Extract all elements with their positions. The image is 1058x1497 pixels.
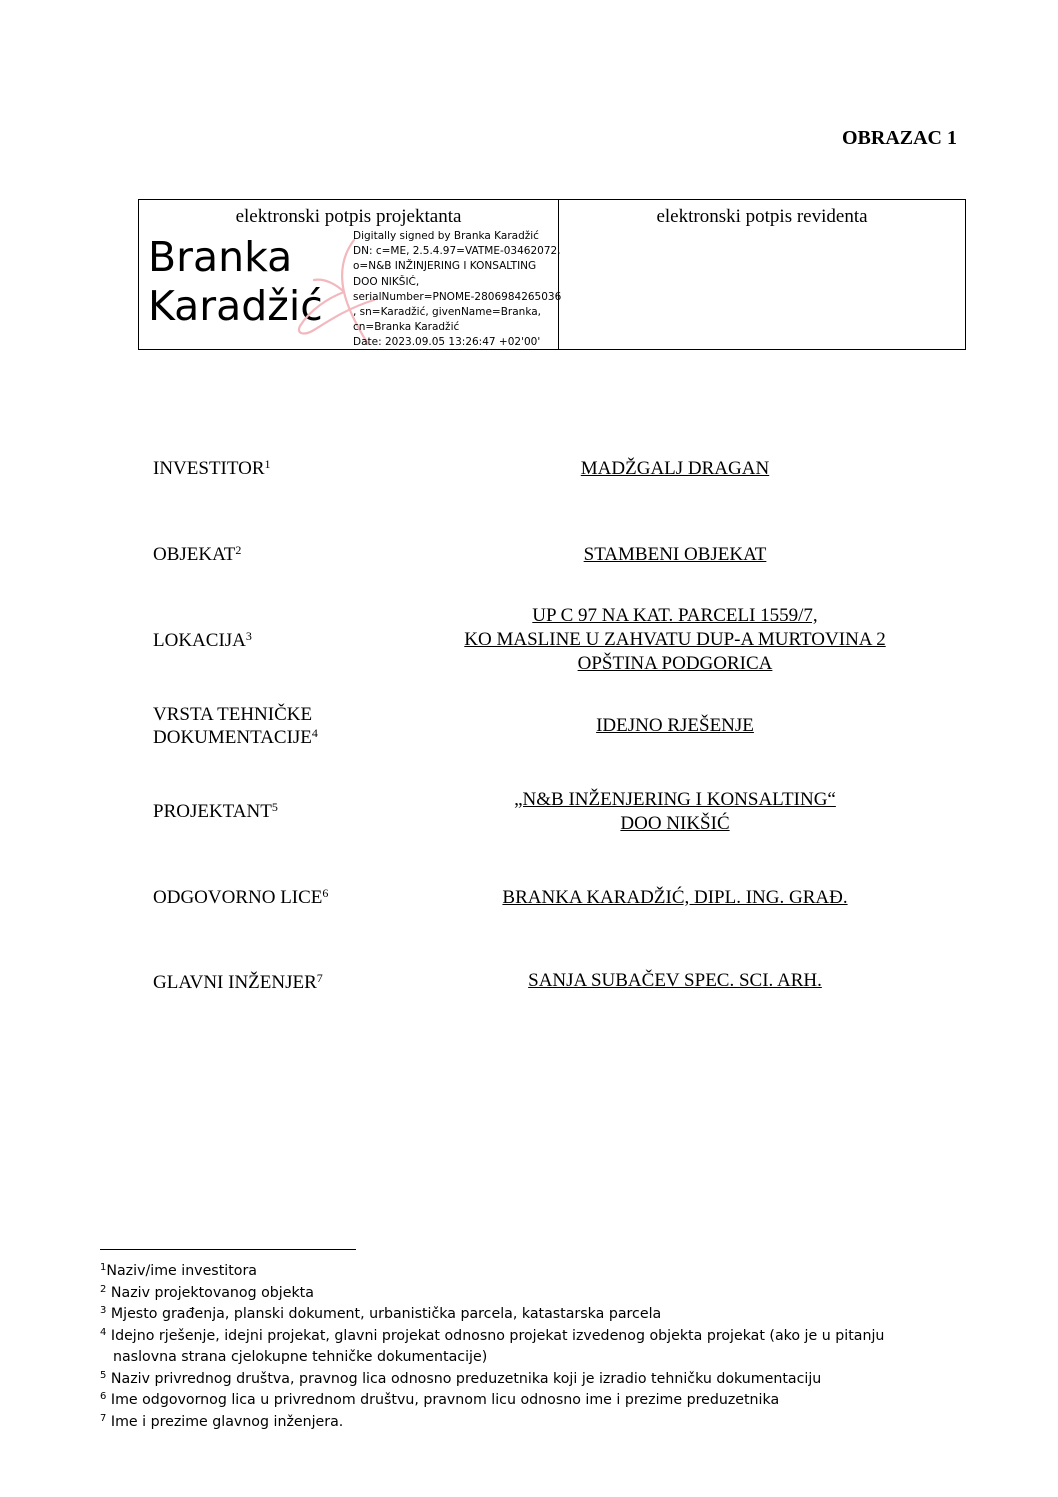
footnote-number: 5 [100, 1369, 107, 1381]
signature-detail-line: cn=Branka Karadžić [353, 321, 460, 334]
footnote-ref: 6 [322, 886, 329, 900]
footnote-text: Naziv projektovanog objekta [106, 1284, 314, 1301]
footnote-continuation: naslovna strana cjelokupne tehničke dokumentacije) [113, 1349, 488, 1365]
field-label-investitor [153, 457, 271, 480]
footnote-item [100, 1326, 960, 1348]
footnotes [100, 1261, 960, 1433]
footnote-ref: 4 [311, 726, 318, 740]
signature-detail-line: Date: 2023.09.05 13:26:47 +02'00' [353, 336, 541, 349]
footnote-text: Naziv privrednog društva, pravnog lica odnosno preduzetnika koji je izradio tehničku dokumentaciju [106, 1370, 822, 1387]
footnote-item [100, 1369, 960, 1391]
signature-detail-line: serialNumber=PNOME-2806984265036 [353, 290, 562, 303]
footnote-item [100, 1283, 960, 1305]
field-label-text: PROJEKTANT [153, 801, 272, 822]
field-value-glavni-inzenjer [400, 969, 950, 993]
field-value-line: SANJA SUBAČEV SPEC. SCI. ARH. [528, 970, 822, 991]
field-label-odgovorno-lice [153, 886, 328, 909]
footnote-text: Mjesto građenja, planski dokument, urbanistička parcela, katastarska parcela [106, 1306, 662, 1322]
field-label-vrsta-dokumentacije [153, 703, 318, 749]
field-label-text: ODGOVORNO LICE [153, 887, 323, 908]
footnote-item [100, 1390, 960, 1412]
signature-table [138, 199, 966, 350]
field-value-vrsta-dokumentacije [400, 714, 950, 738]
footnote-ref: 7 [316, 971, 323, 985]
designer-signature-heading: elektronski potpis projektanta [235, 206, 462, 227]
signature-detail-line: , sn=Karadžić, givenName=Branka, [353, 306, 541, 319]
footnote-text: Ime odgovornog lica u privrednom društvu, pravnom licu odnosno ime i prezime preduzetnika [106, 1392, 780, 1408]
field-value-line: IDEJNO RJEŠENJE [596, 715, 754, 736]
footnote-ref: 5 [271, 800, 278, 814]
field-value-line: KO MASLINE U ZAHVATU DUP-A MURTOVINA 2 [464, 629, 886, 650]
footnote-item [100, 1412, 960, 1434]
footnote-text: Naziv/ime investitora [106, 1263, 257, 1279]
field-label-text: DOKUMENTACIJE [153, 727, 312, 748]
field-value-line: UP C 97 NA KAT. PARCELI 1559/7, [532, 605, 818, 626]
signature-detail-line: o=N&B INŽINJERING I KONSALTING [353, 260, 537, 273]
field-label-text: OBJEKAT [153, 544, 236, 565]
field-label-glavni-inzenjer [153, 971, 323, 994]
footnote-text: Idejno rješenje, idejni projekat, glavni projekat odnosno projekat izvedenog objekta projekat (ako je u pitanju [106, 1327, 885, 1344]
form-label: OBRAZAC 1 [841, 127, 957, 149]
footnote-number: 1 [100, 1262, 107, 1273]
field-label-text: GLAVNI INŽENJER [153, 972, 317, 993]
field-label-text: INVESTITOR [153, 458, 265, 479]
reviewer-signature-heading: elektronski potpis revidenta [656, 206, 868, 227]
field-value-lokacija [400, 604, 950, 676]
signer-first-name: Branka [148, 233, 293, 281]
footnote-ref: 1 [264, 457, 271, 471]
field-label-lokacija [153, 629, 252, 652]
field-value-objekat [400, 543, 950, 567]
footnote-number: 2 [100, 1283, 107, 1295]
field-value-line: BRANKA KARADŽIĆ, DIPL. ING. GRAĐ. [502, 887, 848, 908]
signature-detail-line: DOO NIKŠIĆ, [353, 275, 420, 288]
footnote-number: 3 [100, 1305, 107, 1316]
field-value-projektant [400, 788, 950, 836]
field-label-text: LOKACIJA [153, 630, 246, 651]
footnote-number: 4 [100, 1326, 107, 1338]
signer-last-name: Karadžić [148, 282, 323, 330]
field-value-line: OPŠTINA PODGORICA [577, 653, 773, 674]
signature-details [353, 229, 562, 351]
designer-signature-cell [139, 200, 562, 349]
field-value-line: MADŽGALJ DRAGAN [580, 458, 770, 479]
field-label-projektant [153, 800, 278, 823]
field-value-line: STAMBENI OBJEKAT [583, 544, 767, 565]
footnote-item [100, 1304, 960, 1326]
footnote-text: Ime i prezime glavnog inženjera. [106, 1413, 344, 1430]
field-label-objekat [153, 543, 241, 566]
footnote-item [100, 1261, 960, 1283]
signature-detail-line: DN: c=ME, 2.5.4.97=VATME-03462072, [353, 245, 561, 258]
reviewer-signature-cell [559, 200, 965, 349]
field-value-investitor [400, 457, 950, 481]
field-value-line: „N&B INŽENJERING I KONSALTING“ [514, 789, 836, 810]
field-value-line: DOO NIKŠIĆ [620, 813, 730, 834]
footnote-number: 6 [100, 1391, 107, 1402]
footnote-ref: 3 [245, 629, 252, 643]
field-value-odgovorno-lice [400, 886, 950, 910]
field-label-text: VRSTA TEHNIČKE [153, 704, 313, 725]
footnote-ref: 2 [235, 543, 242, 557]
footnote-separator [100, 1249, 356, 1250]
signature-detail-line: Digitally signed by Branka Karadžić [353, 230, 539, 242]
footnote-number: 7 [100, 1412, 107, 1424]
